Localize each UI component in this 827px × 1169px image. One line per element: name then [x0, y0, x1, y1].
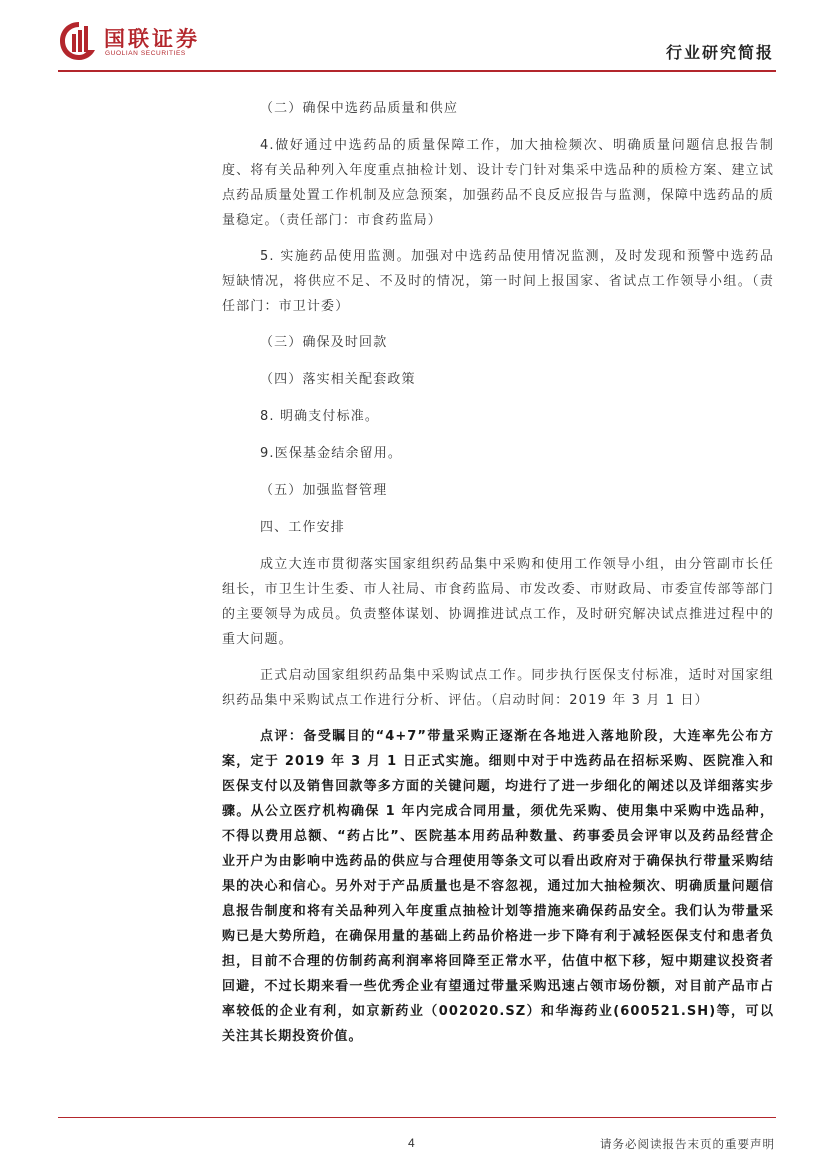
body-paragraph: 5. 实施药品使用监测。加强对中选药品使用情况监测，及时发现和预警中选药品短缺情况，将供应不足、不及时的情况，第一时间上报国家、省试点工作领导小组。（责任部门：市卫计委）	[222, 249, 774, 314]
page-number: 4	[408, 1136, 415, 1150]
guolian-logo-mark-icon	[58, 20, 100, 62]
page-header	[58, 18, 776, 68]
report-type-label: 行业研究简报	[665, 43, 774, 62]
list-item: 8. 明确支付标准。	[260, 409, 380, 424]
disclaimer-note: 请务必阅读报告末页的重要声明	[600, 1137, 775, 1151]
guolian-logo	[58, 20, 228, 62]
section-heading: （五）加强监督管理	[260, 483, 388, 498]
section-heading: （三）确保及时回款	[260, 335, 388, 350]
section-heading: 四、工作安排	[260, 520, 345, 535]
report-body	[222, 96, 774, 1049]
body-paragraph: 成立大连市贯彻落实国家组织药品集中采购和使用工作领导小组，由分管副市长任组长，市卫生计生委、市人社局、市食药监局、市发改委、市财政局、市委宣传部等部门的主要领导为成员。负责整体谋划、协调推进试点工作，及时研究解决试点推进过程中的重大问题。	[222, 557, 774, 647]
section-heading: （二）确保中选药品质量和供应	[260, 101, 459, 116]
analyst-comment: 点评：备受瞩目的“4+7”带量采购正逐渐在各地进入落地阶段，大连率先公布方案，定于 2019 年 3 月 1 日正式实施。细则中对于中选药品在招标采购、医院准入和医保支付以及销售回款等多方面的关键问题，均进行了进一步细化的阐述以及详细落实步骤。从公立医疗机构确保 1 年内完成合同用量，须优先采购、使用集中采购中选品种，不得以费用总额、“药占比”、医院基本用药品种数量、药事委员会评审以及药品经营企业开户为由影响中选药品的供应与合理使用等条文可以看出政府对于确保执行带量采购结果的决心和信心。另外对于产品质量也是不容忽视，通过加大抽检频次、明确质量问题信息报告制度和将有关品种列入年度重点抽检计划等措施来确保药品安全。我们认为带量采购已是大势所趋，在确保用量的基础上药品价格进一步下降有利于减轻医保支付和患者负担，目前不合理的仿制药高利润率将回降至正常水平，估值中枢下移，短中期建议投资者回避，不过长期来看一些优秀企业有望通过带量采购迅速占领市场份额，对目前产品市占率较低的企业有利，如京新药业（002020.SZ）和华海药业(600521.SH)等，可以关注其长期投资价值。	[222, 729, 774, 1044]
body-paragraph: 正式启动国家组织药品集中采购试点工作。同步执行医保支付标准，适时对国家组织药品集中采购试点工作进行分析、评估。（启动时间：2019 年 3 月 1 日）	[222, 668, 774, 708]
list-item: 9.医保基金结余留用。	[260, 446, 403, 461]
logo-english-name: GUOLIAN SECURITIES	[105, 50, 186, 57]
header-divider	[58, 70, 776, 72]
footer-divider	[58, 1117, 776, 1118]
logo-chinese-name: 国联证券	[104, 27, 200, 51]
section-heading: （四）落实相关配套政策	[260, 372, 416, 387]
body-paragraph: 4.做好通过中选药品的质量保障工作，加大抽检频次、明确质量问题信息报告制度、将有关品种列入年度重点抽检计划、设计专门针对集采中选品种的质检方案、建立试点药品质量处置工作机制及应急预案，加强药品不良反应报告与监测，保障中选药品的质量稳定。（责任部门：市食药监局）	[222, 138, 774, 228]
